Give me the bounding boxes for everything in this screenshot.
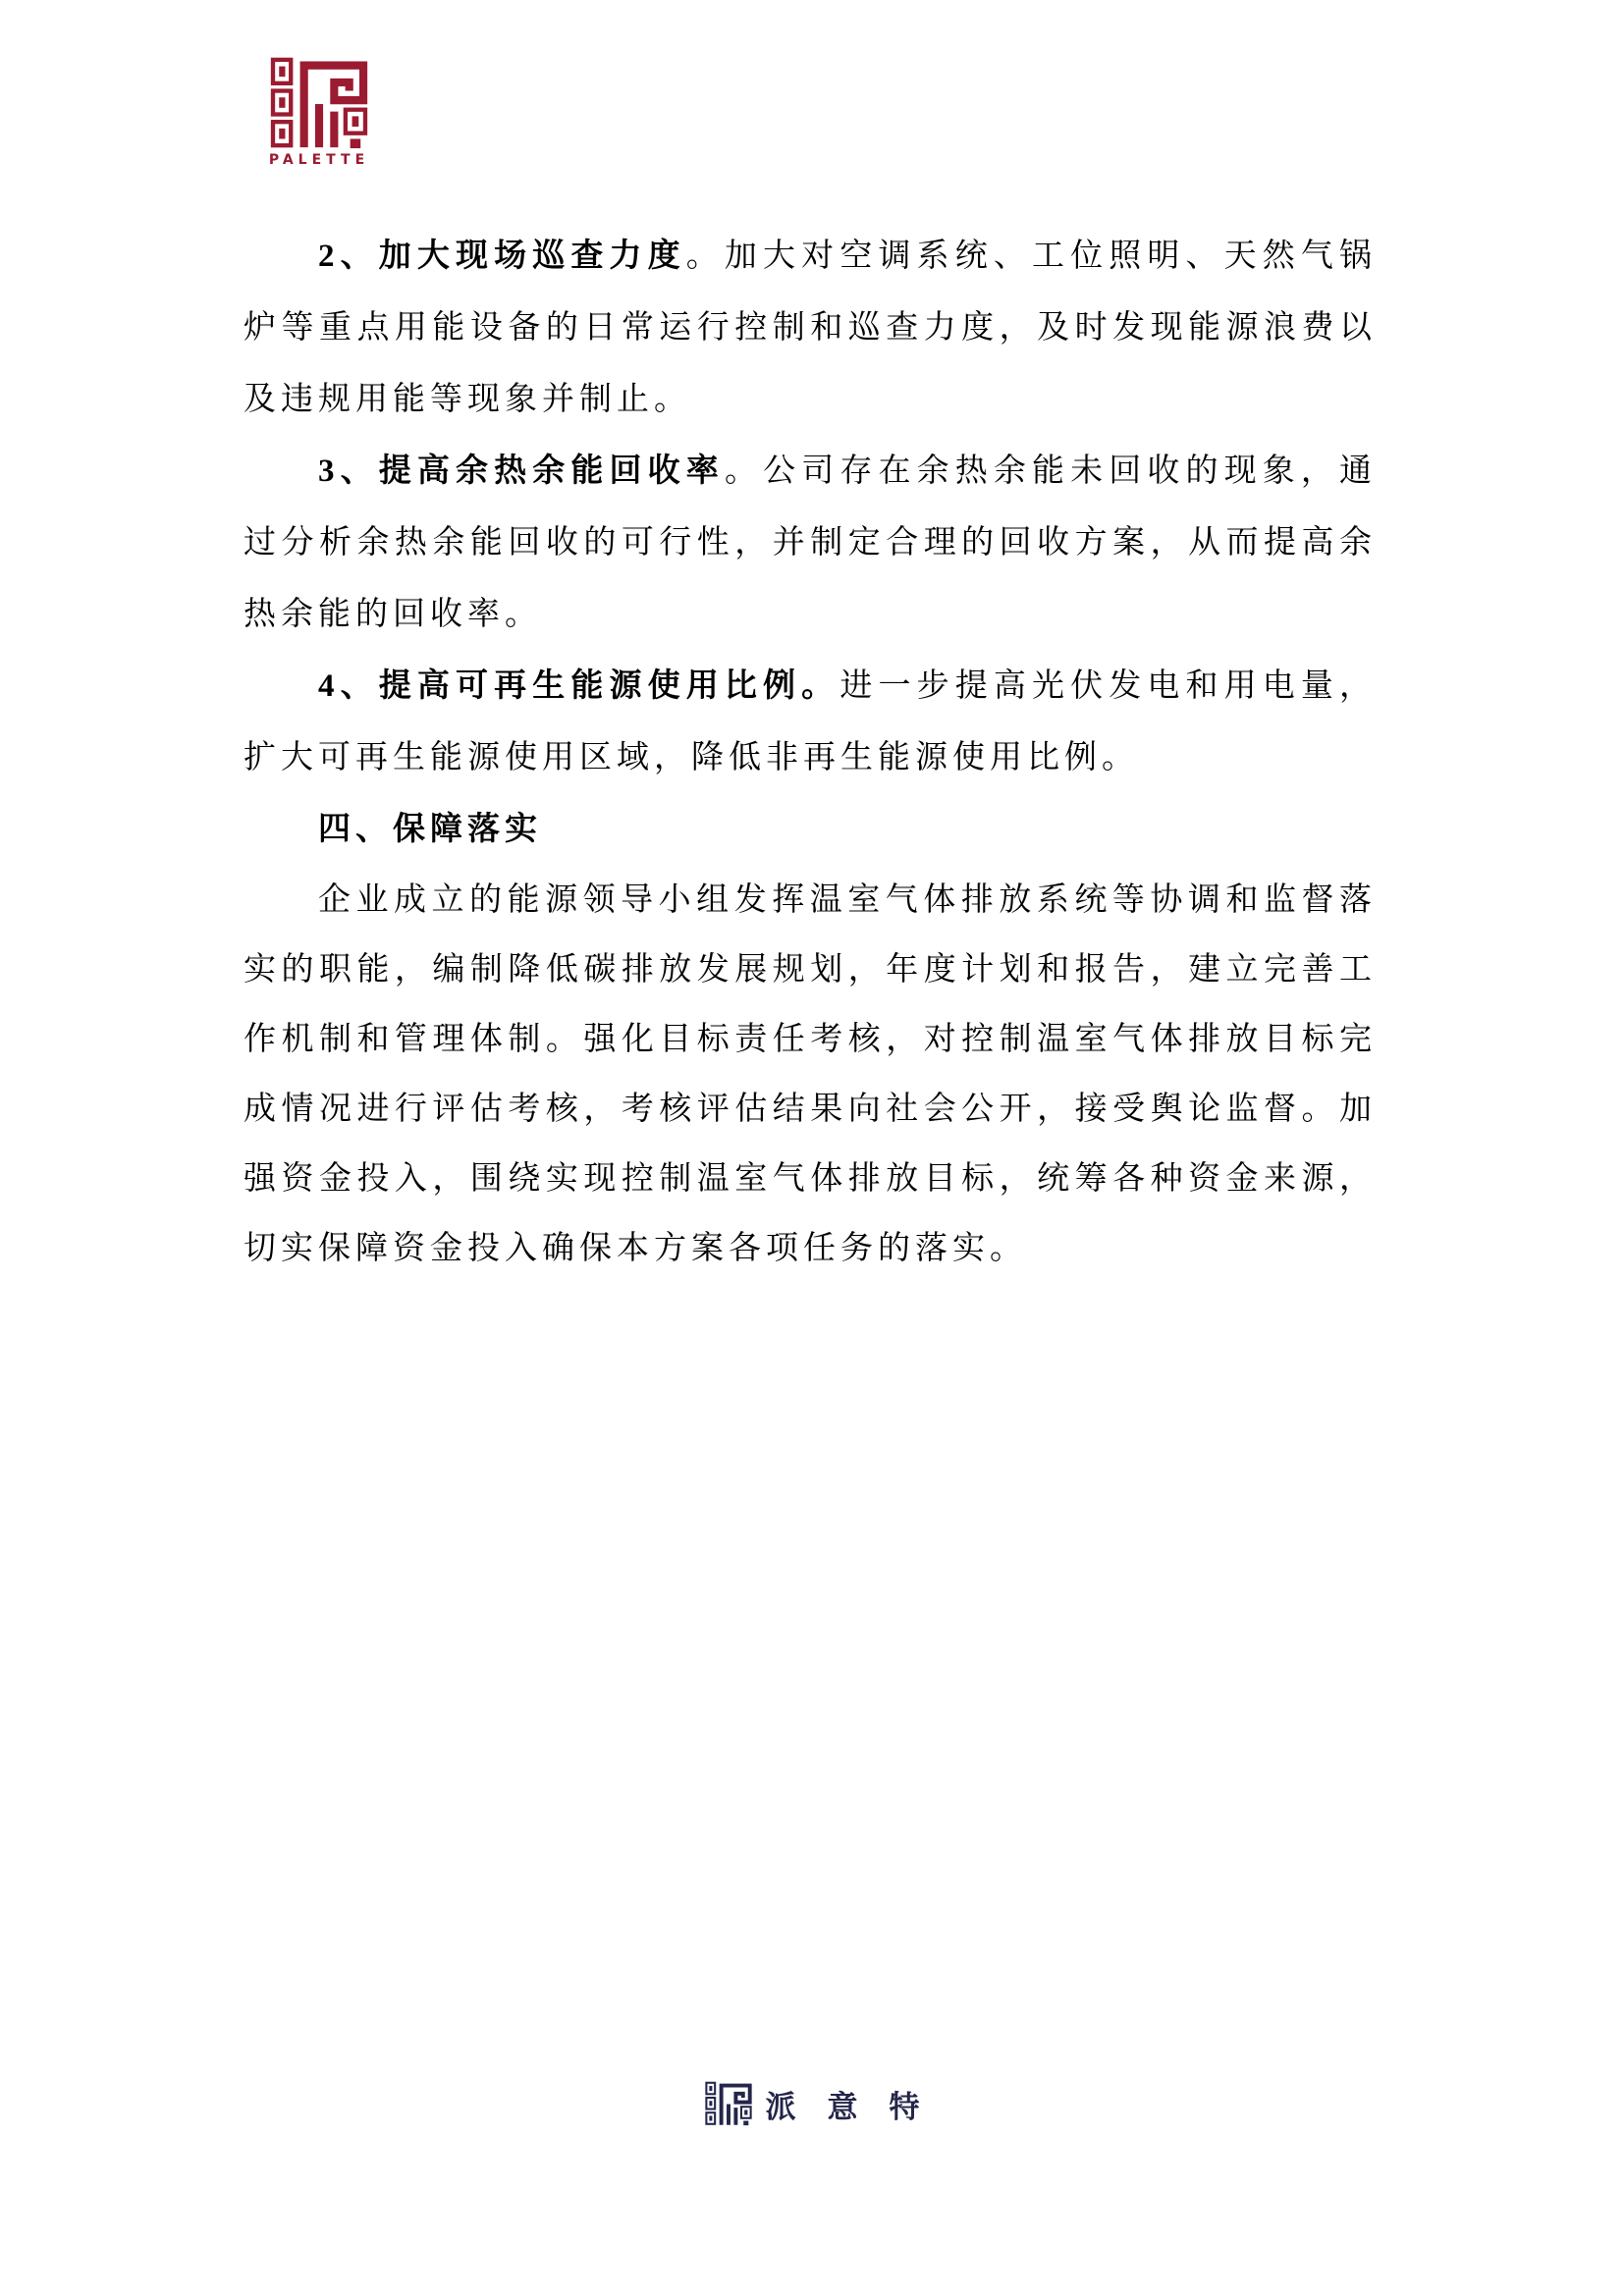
- paragraph-lead: 4、提高可再生能源使用比例。: [318, 668, 840, 704]
- footer-brand-text: 派意特: [765, 2089, 951, 2124]
- document-body: [244, 221, 1377, 1284]
- header-brand-logo: [265, 57, 373, 168]
- paragraph-text: 。公司存在余热余能未回收的现象，通过分析余热余能回收的可行性，并制定合理的回收方案，从而提高余热余能的回收率。: [244, 454, 1378, 632]
- footer-brand-logo: [0, 2081, 1624, 2126]
- section-heading: 四、保障落实: [318, 812, 542, 847]
- paragraph-text: 。加大对空调系统、工位照明、天然气锅炉等重点用能设备的日常运行控制和巡查力度，及时发现能源浪费以及违规用能等现象并制止。: [244, 239, 1378, 417]
- numbered-paragraph: [244, 436, 1377, 651]
- palette-logo-icon: [267, 57, 371, 149]
- closing-paragraph: 企业成立的能源领导小组发挥温室气体排放系统等协调和监督落实的职能，编制降低碳排放发展规划，年度计划和报告，建立完善工作机制和管理体制。强化目标责任考核，对控制温室气体排放目标完成情况进行评估考核，考核评估结果向社会公开，接受舆论监督。加强资金投入，围绕实现控制温室气体排放目标，统筹各种资金来源，切实保障资金投入确保本方案各项任务的落实。: [244, 882, 1377, 1266]
- numbered-paragraph: [244, 221, 1377, 436]
- palette-brand-text: PALETTE: [268, 152, 370, 168]
- paragraph-text: 进一步提高光伏发电和用电量，扩大可再生能源使用区域，降低非再生能源使用比例。: [244, 668, 1378, 775]
- paragraph-lead: 2、加大现场巡查力度: [318, 239, 686, 274]
- paiyite-logo-icon: [705, 2081, 752, 2126]
- paragraph-lead: 3、提高余热余能回收率: [318, 454, 725, 489]
- numbered-paragraph: [244, 651, 1377, 794]
